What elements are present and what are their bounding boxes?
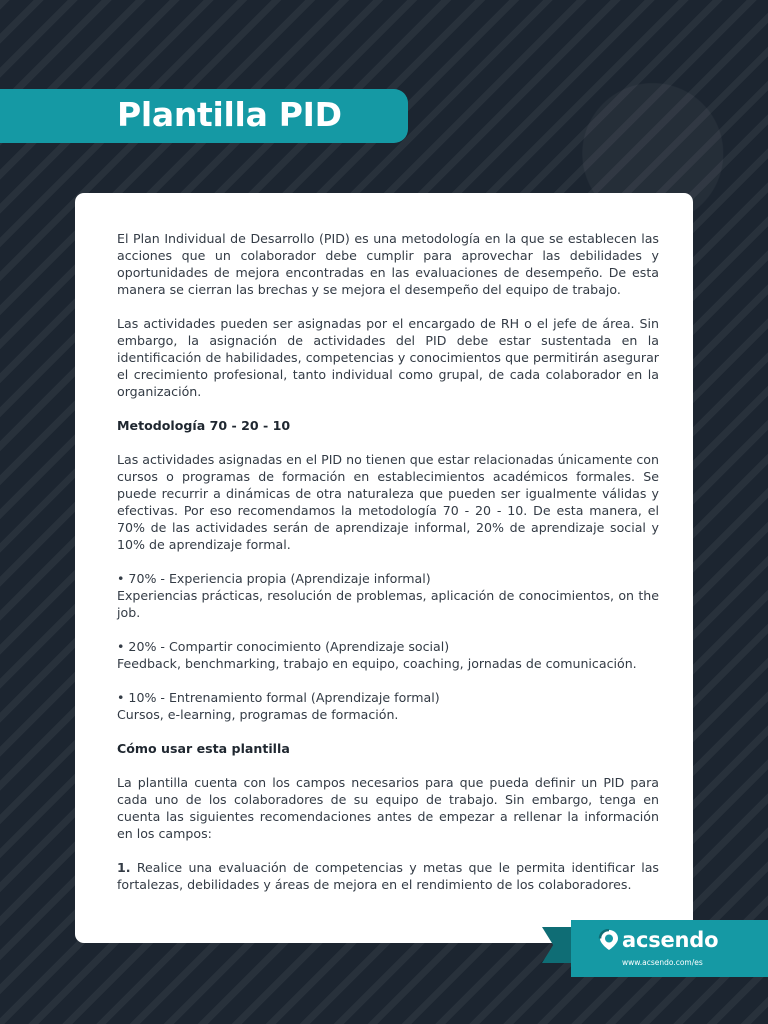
step-1	[117, 859, 659, 893]
step-1-number: 1.	[117, 860, 131, 875]
bullet-20-detail: Feedback, benchmarking, trabajo en equipo, coaching, jornadas de comunicación.	[117, 656, 637, 671]
bullet-10-detail: Cursos, e-learning, programas de formación.	[117, 707, 399, 722]
bullet-70-detail: Experiencias prácticas, resolución de problemas, aplicación de conocimientos, on the job.	[117, 588, 659, 620]
bullet-70-title: • 70% - Experiencia propia (Aprendizaje informal)	[117, 571, 431, 586]
title-banner	[0, 89, 408, 143]
content-card	[75, 193, 693, 943]
bullet-10-title: • 10% - Entrenamiento formal (Aprendizaje formal)	[117, 690, 440, 705]
intro-paragraph-2: Las actividades pueden ser asignadas por el encargado de RH o el jefe de área. Sin embargo, la asignación de actividades del PID debe estar sustentada en la identificación de habilidades, competencias y conocimientos que permitirán asegurar el crecimiento profesional, tanto individual como grupal, de cada colaborador en la organización.	[117, 316, 659, 399]
usage-paragraph: La plantilla cuenta con los campos necesarios para que pueda definir un PID para cada uno de los colaboradores de su equipo de trabajo. Sin embargo, tenga en cuenta las siguientes recomendaciones antes de empezar a rellenar la información en los campos:	[117, 775, 659, 841]
brand-url[interactable]: www.acsendo.com/es	[622, 958, 703, 967]
bullet-70	[117, 570, 659, 621]
bullet-20	[117, 638, 659, 672]
methodology-paragraph: Las actividades asignadas en el PID no tienen que estar relacionadas únicamente con cursos o programas de formación en establecimientos académicos formales. Se puede recurrir a dinámicas de otra naturaleza que pueden ser igualmente válidas y efectivas. Por eso recomendamos la metodología 70 - 20 - 10. De esta manera, el 70% de las actividades serán de aprendizaje informal, 20% de aprendizaje social y 10% de aprendizaje formal.	[117, 452, 659, 552]
usage-heading: Cómo usar esta plantilla	[117, 741, 290, 756]
page-title: Plantilla PID	[117, 95, 342, 134]
bullet-10	[117, 689, 659, 723]
brand-name: acsendo	[622, 928, 719, 952]
brand-logo	[598, 928, 718, 952]
methodology-heading: Metodología 70 - 20 - 10	[117, 418, 291, 433]
document-body	[117, 230, 659, 910]
location-pin-icon	[598, 929, 620, 951]
brand-ribbon	[571, 920, 768, 977]
step-1-text: Realice una evaluación de competencias y metas que le permita identificar las fortalezas, debilidades y áreas de mejora en el rendimiento de los colaboradores.	[117, 860, 659, 892]
intro-paragraph-1: El Plan Individual de Desarrollo (PID) es una metodología en la que se establecen las acciones que un colaborador debe cumplir para aprovechar las debilidades y oportunidades de mejora encontradas en las evaluaciones de desempeño. De esta manera se cierran las brechas y se mejora el desempeño del equipo de trabajo.	[117, 231, 659, 297]
brand-ribbon-fold	[542, 927, 574, 963]
bullet-20-title: • 20% - Compartir conocimiento (Aprendizaje social)	[117, 639, 450, 654]
